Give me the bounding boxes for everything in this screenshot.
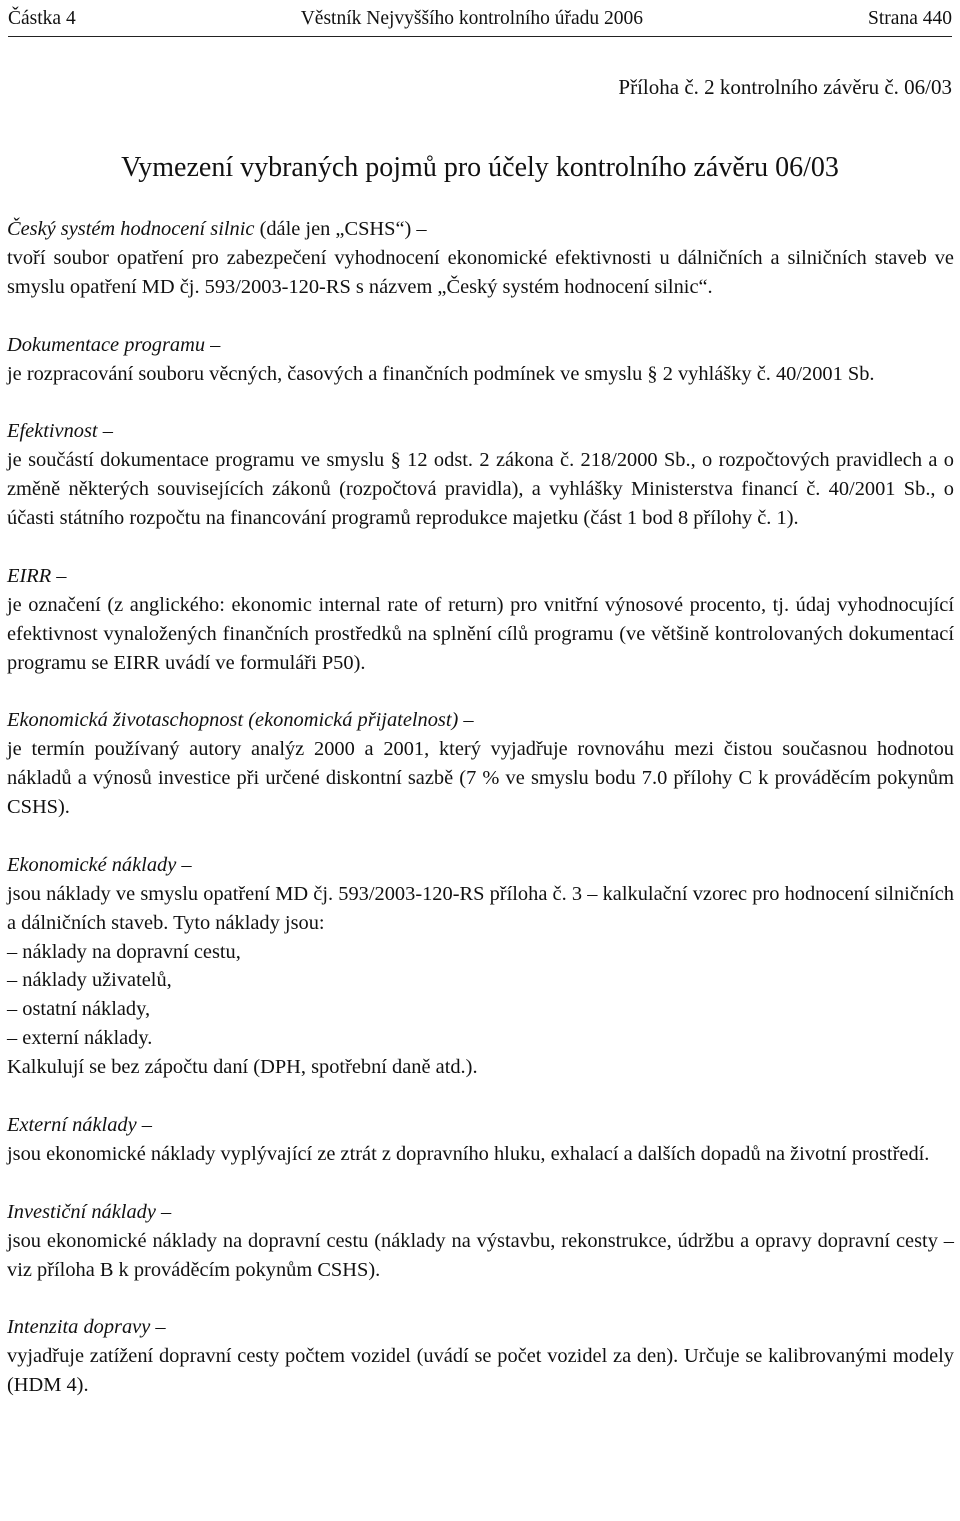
definition-text: jsou ekonomické náklady na dopravní cestu (náklady na výstavbu, rekonstrukce, údržbu a opravy dopravní cesty – viz příloha B k prováděcím pokynům CSHS).	[7, 1229, 954, 1281]
definition-text: jsou ekonomické náklady vyplývající ze ztrát z dopravního hluku, exhalací a dalších dopadů na životní prostředí.	[7, 1142, 930, 1165]
definition-text: je termín používaný autory analýz 2000 a 2001, který vyjadřuje rovnováhu mezi čistou současnou hodnotou nákladů a výnosů investice při určené diskontní sazbě (7 % ve smyslu bodu 7.0 přílohy C k prováděcím pokynům CSHS).	[7, 738, 954, 819]
page-title: Vymezení vybraných pojmů pro účely kontrolního závěru 06/03	[121, 152, 839, 183]
definition-investicni-naklady	[7, 1198, 954, 1285]
definition-term: Intenzita dopravy –	[7, 1316, 166, 1339]
page-number: Strana 440	[868, 8, 952, 29]
definition-term: Ekonomické náklady –	[7, 853, 192, 876]
definition-cshs	[7, 215, 954, 302]
definition-term-suffix: (dále jen „CSHS“) –	[254, 218, 427, 240]
issue-label: Částka 4	[8, 8, 76, 29]
definition-term: Ekonomická životaschopnost (ekonomická přijatelnost) –	[7, 709, 474, 732]
definition-intenzita-dopravy	[7, 1313, 954, 1400]
definition-text: je součástí dokumentace programu ve smyslu § 12 odst. 2 zákona č. 218/2000 Sb., o rozpočtových pravidlech a o změně některých souvisejících zákonů (rozpočtová pravidla), a vyhlášky Ministerstva financí č. 40/2001 Sb., o účasti státního rozpočtu na financování programů reprodukce majetku (část 1 bod 8 přílohy č. 1).	[7, 449, 954, 530]
definition-zivotaschopnost	[7, 706, 954, 822]
definition-dokumentace	[7, 331, 954, 389]
page-header	[8, 2, 952, 37]
definition-term: Český systém hodnocení silnic	[7, 218, 255, 240]
definition-ekonomicke-naklady	[7, 851, 954, 1082]
definition-text: jsou náklady ve smyslu opatření MD čj. 593/2003-120-RS příloha č. 3 – kalkulační vzorec pro hodnocení silničních a dálničních staveb. Tyto náklady jsou:	[7, 882, 954, 934]
definition-term-line	[7, 218, 427, 240]
definition-term: Externí náklady –	[7, 1114, 152, 1136]
definition-term: Dokumentace programu –	[7, 333, 221, 356]
definition-text: je označení (z anglického: ekonomic internal rate of return) pro vnitřní výnosové procento, tj. údaj vyhodnocující efektivnost vynaložených finančních prostředků na splnění cílů programu (ve většině kontrolovaných dokumentací programu se EIRR uvádí ve formuláři P50).	[7, 593, 954, 674]
definition-externi-naklady	[7, 1111, 954, 1169]
annex-label: Příloha č. 2 kontrolního závěru č. 06/03	[618, 75, 952, 99]
definition-efektivnost	[7, 417, 954, 533]
definition-text: tvoří soubor opatření pro zabezpečení vyhodnocení ekonomické efektivnosti u dálničních a silničních staveb ve smyslu opatření MD čj. 593/2003-120-RS s názvem „Český systém hodnocení silnic“.	[7, 246, 954, 298]
definition-text: je rozpracování souboru věcných, časových a finančních podmínek ve smyslu § 2 vyhlášky č. 40/2001 Sb.	[7, 362, 875, 385]
definition-term: Investiční náklady –	[7, 1200, 172, 1223]
journal-title: Věstník Nejvyššího kontrolního úřadu 2006	[300, 8, 644, 29]
definitions-list	[7, 215, 954, 1429]
definition-note: Kalkulují se bez zápočtu daní (DPH, spotřební daně atd.).	[7, 1056, 478, 1079]
list-item: – ostatní náklady,	[7, 998, 151, 1021]
definition-term: EIRR –	[7, 564, 67, 587]
list-item: – externí náklady.	[7, 1027, 153, 1050]
definition-text: vyjadřuje zatížení dopravní cesty počtem vozidel (uvádí se počet vozidel za den). Určuje se kalibrovanými modely (HDM 4).	[7, 1345, 954, 1397]
list-item: – náklady uživatelů,	[7, 969, 172, 992]
definition-eirr	[7, 562, 954, 678]
definition-term: Efektivnost –	[7, 420, 113, 443]
list-item: – náklady na dopravní cestu,	[7, 940, 241, 963]
